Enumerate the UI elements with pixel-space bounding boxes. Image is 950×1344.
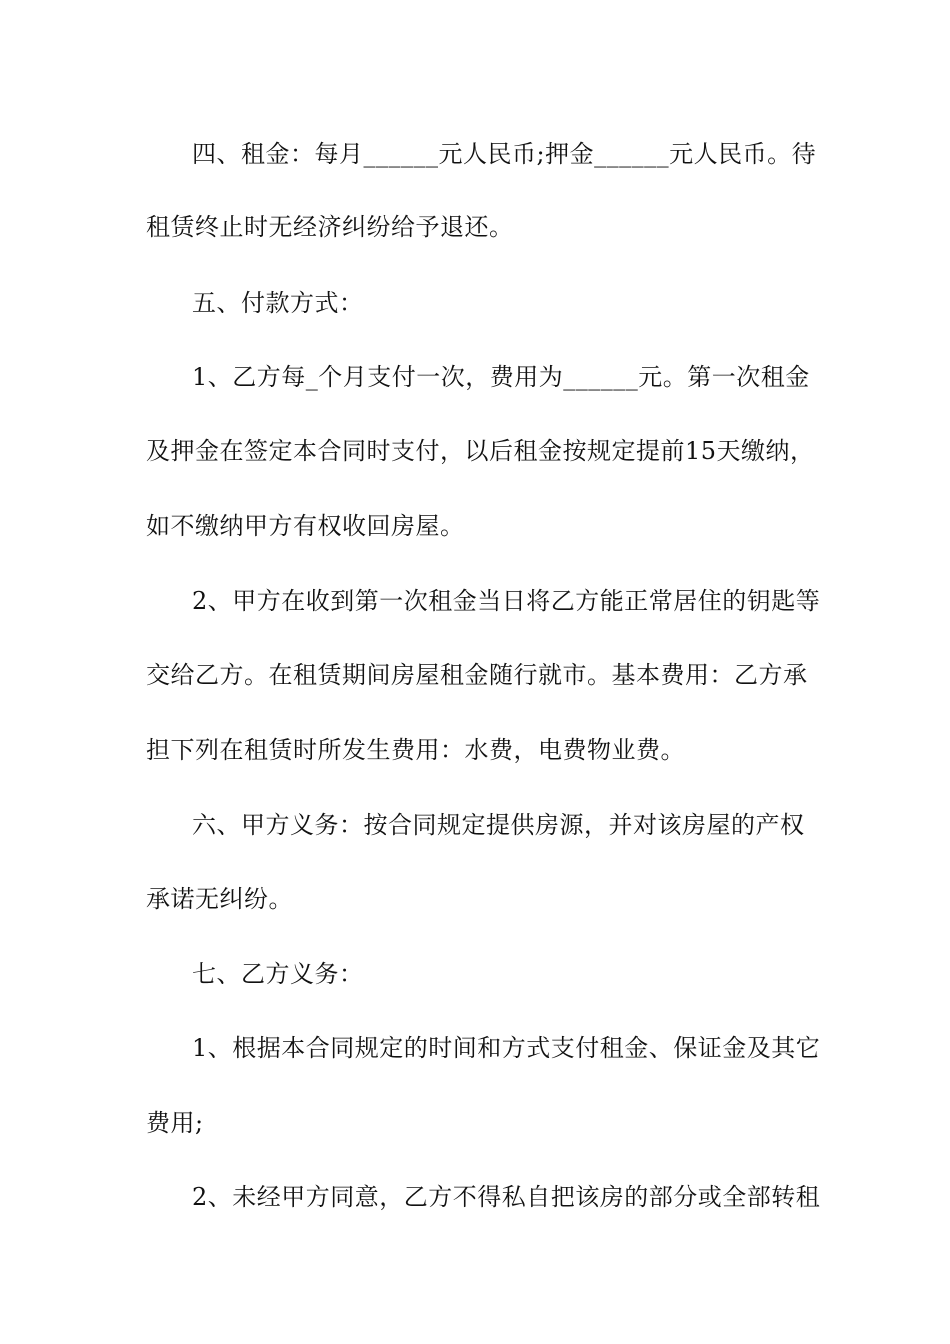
paragraph-rent-line-1: 四、租金：每月______元人民币;押金______元人民币。待 — [192, 140, 817, 168]
paragraph-payment-2-line-1: 2、甲方在收到第一次租金当日将乙方能正常居住的钥匙等 — [192, 587, 821, 615]
paragraph-payment-1-line-3: 如不缴纳甲方有权收回房屋。 — [146, 512, 465, 540]
paragraph-payment-1-line-1: 1、乙方每_个月支付一次，费用为______元。第一次租金 — [192, 363, 810, 391]
section-payment-heading: 五、付款方式： — [192, 289, 364, 317]
paragraph-payment-2-line-2: 交给乙方。在租赁期间房屋租金随行就市。基本费用：乙方承 — [146, 661, 808, 689]
paragraph-party-b-1-line-1: 1、根据本合同规定的时间和方式支付租金、保证金及其它 — [192, 1034, 821, 1062]
paragraph-rent-line-2: 租赁终止时无经济纠纷给予退还。 — [146, 213, 514, 241]
section-party-b-heading: 七、乙方义务： — [192, 960, 364, 988]
paragraph-party-b-1-line-2: 费用; — [146, 1109, 204, 1137]
paragraph-party-a-line-2: 承诺无纠纷。 — [146, 885, 293, 913]
paragraph-party-a-line-1: 六、甲方义务：按合同规定提供房源，并对该房屋的产权 — [192, 811, 805, 839]
paragraph-party-b-2-line-1: 2、未经甲方同意，乙方不得私自把该房的部分或全部转租 — [192, 1183, 821, 1211]
paragraph-payment-2-line-3: 担下列在租赁时所发生费用：水费，电费物业费。 — [146, 736, 685, 764]
paragraph-payment-1-line-2: 及押金在签定本合同时支付，以后租金按规定提前15天缴纳， — [146, 437, 815, 465]
